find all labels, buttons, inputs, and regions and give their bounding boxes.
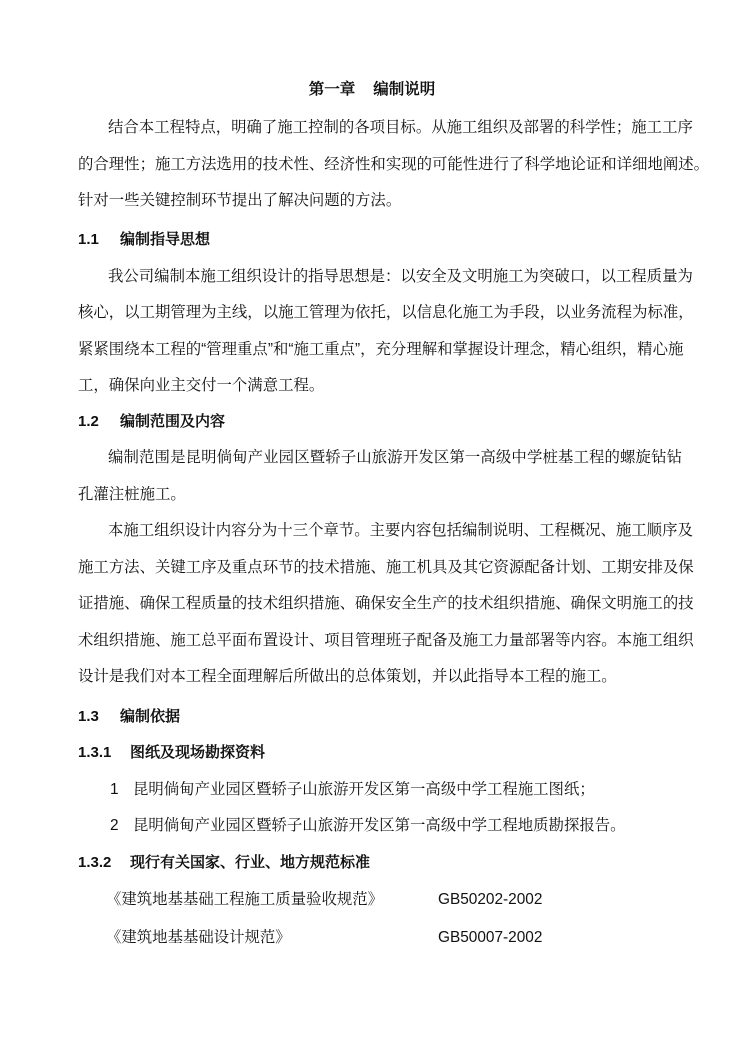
section-heading-1-1: 1.1 编制指导思想 xyxy=(78,231,211,248)
standard-reference: 《建筑地基基础设计规范》 GB50007-2002 xyxy=(106,929,543,946)
paragraph-line: 的合理性；施工方法选用的技术性、经济性和实现的可能性进行了科学地论证和详细地阐述。 xyxy=(78,156,710,173)
paragraph-line: 我公司编制本施工组织设计的指导思想是：以安全及文明施工为突破口，以工程质量为 xyxy=(108,268,693,285)
paragraph-line: 术组织措施、施工总平面布置设计、项目管理班子配备及施工力量部署等内容。本施工组织 xyxy=(78,632,694,649)
section-heading-1-3-2: 1.3.2 现行有关国家、行业、地方规范标准 xyxy=(78,854,371,871)
list-item: 2 昆明倘甸产业园区暨轿子山旅游开发区第一高级中学工程地质勘探报告。 xyxy=(110,817,626,834)
paragraph-line: 施工方法、关键工序及重点环节的技术措施、施工机具及其它资源配备计划、工期安排及保 xyxy=(78,559,694,576)
standard-reference: 《建筑地基基础工程施工质量验收规范》 GB50202-2002 xyxy=(106,891,543,908)
paragraph-line: 针对一些关键控制环节提出了解决问题的方法。 xyxy=(78,192,402,209)
section-heading-1-2: 1.2 编制范围及内容 xyxy=(78,413,226,430)
paragraph-line: 本施工组织设计内容分为十三个章节。主要内容包括编制说明、工程概况、施工顺序及 xyxy=(108,522,693,539)
paragraph-line: 工，确保向业主交付一个满意工程。 xyxy=(78,377,325,394)
paragraph-line: 编制范围是昆明倘甸产业园区暨轿子山旅游开发区第一高级中学桩基工程的螺旋钻钻 xyxy=(108,449,682,466)
paragraph-line: 设计是我们对本工程全面理解后所做出的总体策划，并以此指导本工程的施工。 xyxy=(78,668,617,685)
list-item: 1 昆明倘甸产业园区暨轿子山旅游开发区第一高级中学工程施工图纸； xyxy=(110,781,595,798)
paragraph-line: 孔灌注桩施工。 xyxy=(78,486,186,503)
paragraph-line: 紧紧围绕本工程的“管理重点”和“施工重点”，充分理解和掌握设计理念，精心组织，精心施 xyxy=(78,341,684,358)
paragraph-line: 证措施、确保工程质量的技术组织措施、确保安全生产的技术组织措施、确保文明施工的技 xyxy=(78,595,694,612)
section-heading-1-3: 1.3 编制依据 xyxy=(78,708,181,725)
chapter-title: 第一章 编制说明 xyxy=(308,81,436,98)
paragraph-line: 结合本工程特点，明确了施工控制的各项目标。从施工组织及部署的科学性；施工工序 xyxy=(108,119,693,136)
paragraph-line: 核心，以工期管理为主线，以施工管理为依托，以信息化施工为手段，以业务流程为标准， xyxy=(78,304,694,321)
section-heading-1-3-1: 1.3.1 图纸及现场勘探资料 xyxy=(78,744,266,761)
